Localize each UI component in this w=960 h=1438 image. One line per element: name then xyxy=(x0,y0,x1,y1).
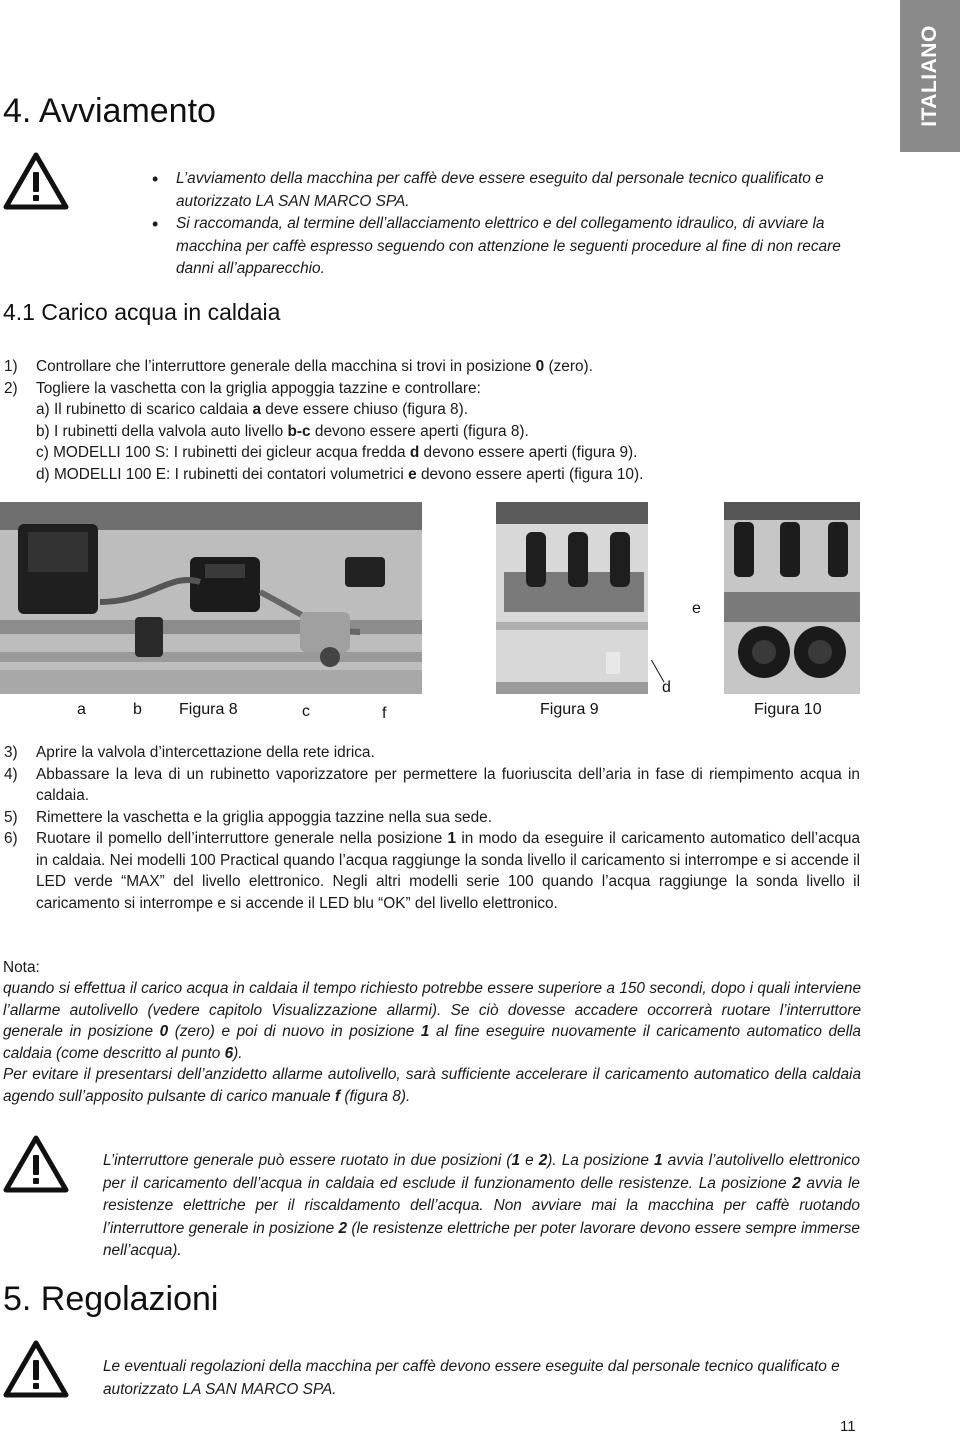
substep-item xyxy=(4,399,860,421)
step-item xyxy=(4,807,860,829)
step-number: 2) xyxy=(4,379,18,397)
substep-text: c) MODELLI 100 S: I rubinetti dei gicleur acqua fredda xyxy=(36,444,410,461)
step-number: 5) xyxy=(4,808,18,826)
section-4-title: 4. Avviamento xyxy=(3,92,216,130)
figure-8-caption: Figura 8 xyxy=(179,701,238,718)
substep-text: b) I rubinetti della valvola auto livello xyxy=(36,422,288,440)
step-number: 4) xyxy=(4,765,18,783)
note-paragraph-1: quando si effettua il carico acqua in caldaia il tempo richiesto potrebbe essere superiore a 150 secondi, dopo i quali interviene l’allarme autolivello (vedere capitolo Visualizzazione allarmi). Se ciò dovesse accadere occorrerà ruotare l’interruttore generale in posizione 0 (zero) e poi di nuovo in posizione 1 al fine eseguire nuovamente il caricamento automatico della caldaia (come descritto al punto 6). xyxy=(3,980,861,1062)
substep-text: devono essere aperti (figura 9). xyxy=(419,444,638,461)
figure-10-caption: Figura 10 xyxy=(754,701,822,718)
note-paragraph-2: Per evitare il presentarsi dell’anzidetto allarme autolivello, sarà sufficiente accelerare il caricamento automatico della caldaia agendo sull’apposito pulsante di carico manuale f (figura 8). xyxy=(3,1066,861,1105)
step-item xyxy=(4,356,860,378)
step-emphasis: 0 xyxy=(535,358,545,375)
language-tab-label: ITALIANO xyxy=(918,25,941,127)
startup-warnings-list xyxy=(152,168,860,281)
substep-text: deve essere chiuso (figura 8). xyxy=(261,401,469,418)
startup-warning-item: • Si raccomanda, al termine dell’allacciamento elettrico e del collegamento idraulico, di avviare la macchina per caffè espresso seguendo con attenzione le seguenti procedure al fine di non recare danni all’apparecchio. xyxy=(152,213,860,281)
warning-triangle-icon xyxy=(3,152,69,210)
step-text: Rimettere la vaschetta e la griglia appoggia tazzine nella sua sede. xyxy=(36,808,493,826)
substep-text: d) MODELLI 100 E: I rubinetti dei contatori volumetrici xyxy=(36,465,409,483)
step-item xyxy=(4,764,860,807)
figure-label-b: b xyxy=(133,701,142,718)
substep-text: a) Il rubinetto di scarico caldaia xyxy=(36,401,253,418)
figure-label-e: e xyxy=(692,600,701,617)
step-text: (zero). xyxy=(544,358,593,375)
step-text: in modo da eseguire il caricamento automatico dell’acqua in caldaia. Nei modelli 100 Practical quando l’acqua raggiunge la sonda livello il caricamento si interrompe e si accende il LED verde “MAX” del livello elettronico. Negli altri modelli serie 100 quando l’acqua raggiunge la sonda livello il caricamento si interrompe e si accende il LED blu “OK” del livello elettronico. xyxy=(36,830,861,912)
step-text: Abbassare la leva di un rubinetto vaporizzatore per permettere la fuoriuscita dell’aria in fase di riempimento acqua in caldaia. xyxy=(36,765,860,804)
step-text: Aprire la valvola d’intercettazione della rete idrica. xyxy=(36,744,375,761)
step-item xyxy=(4,378,860,400)
startup-warning-item: • L’avviamento della macchina per caffè deve essere eseguito dal personale tecnico qualificato e autorizzato LA SAN MARCO SPA. xyxy=(152,168,860,213)
warning-triangle-icon xyxy=(3,1340,69,1398)
step-number: 6) xyxy=(4,830,18,847)
substep-item xyxy=(4,464,860,486)
substep-emphasis: a xyxy=(252,401,261,418)
substep-text: devono essere aperti (figura 8). xyxy=(310,422,529,440)
substep-item xyxy=(4,442,860,464)
page-number: 11 xyxy=(840,1418,856,1435)
figure-label-d: d xyxy=(662,679,671,696)
step-text: Controllare che l’interruttore generale della macchina si trovi in posizione xyxy=(36,358,536,375)
substep-emphasis: e xyxy=(408,465,417,483)
step-text: Ruotare il pomello dell’interruttore generale nella posizione xyxy=(36,830,448,847)
note-label: Nota: xyxy=(3,959,40,976)
language-tab xyxy=(900,0,960,152)
figure-label-f: f xyxy=(382,705,387,722)
substep-item xyxy=(4,421,860,443)
section-5-title: 5. Regolazioni xyxy=(3,1280,219,1318)
water-load-steps-a xyxy=(4,356,860,485)
warning-triangle-icon xyxy=(3,1135,69,1193)
figure-label-a: a xyxy=(77,701,86,718)
step-number: 1) xyxy=(4,358,18,375)
adjustments-warning: Le eventuali regolazioni della macchina per caffè devono essere eseguite dal personale tecnico qualificato e autorizzato LA SAN MARCO SPA. xyxy=(103,1358,840,1398)
substep-emphasis: b-c xyxy=(287,422,311,440)
main-switch-warning: L’interruttore generale può essere ruotato in due posizioni (1 e 2). La posizione 1 avvia l’autolivello elettronico per il caricamento dell’acqua in caldaia ed esclude il funzionamento delle resistenze. La posizione 2 avvia le resistenze elettriche per il riscaldamento dell’acqua. Non avviare mai la macchina per caffè ruotando l’interruttore generale in posizione 2 (le resistenze elettriche per poter lavorare devono essere sempre immerse nell’acqua). xyxy=(103,1152,860,1259)
step-text: Togliere la vaschetta con la griglia appoggia tazzine e controllare: xyxy=(36,379,481,397)
step-item xyxy=(4,742,860,764)
substep-emphasis: d xyxy=(409,444,420,461)
figure-label-c: c xyxy=(302,703,310,720)
figure-9-caption: Figura 9 xyxy=(540,701,599,718)
step-number: 3) xyxy=(4,744,18,761)
section-4-1-title: 4.1 Carico acqua in caldaia xyxy=(3,299,281,325)
substep-text: devono essere aperti (figura 10). xyxy=(416,465,644,483)
water-load-steps-b xyxy=(4,742,860,914)
step-emphasis: 1 xyxy=(447,830,457,847)
step-item xyxy=(4,828,860,914)
